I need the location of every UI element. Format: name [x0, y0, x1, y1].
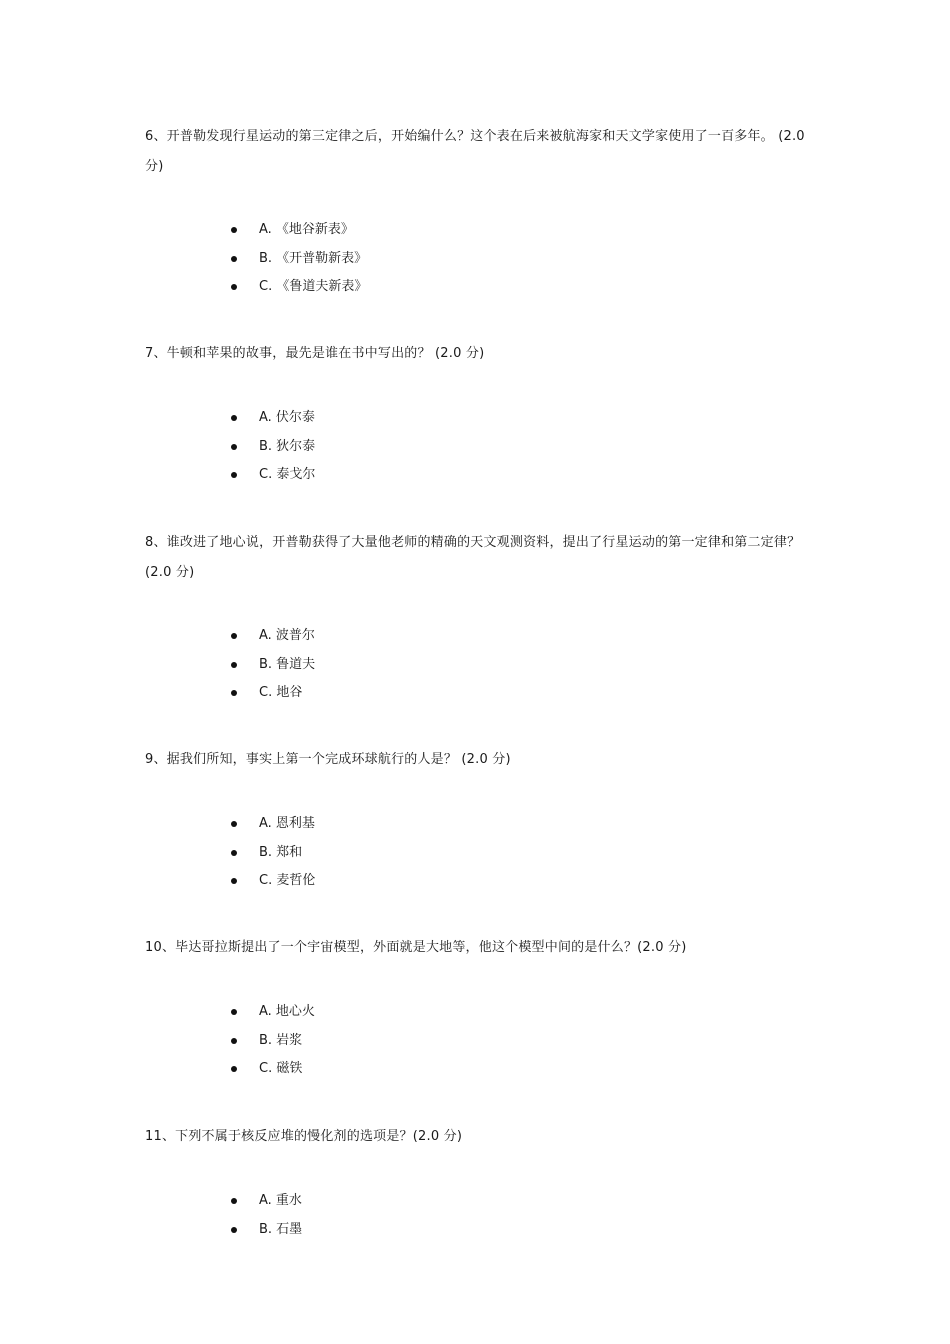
bullet-icon [231, 662, 237, 668]
option-c[interactable] [145, 867, 815, 896]
question-text: 10、毕达哥拉斯提出了一个宇宙模型，外面就是大地等，他这个模型中间的是什么？(2.0 分) [145, 940, 687, 955]
option-b[interactable] [145, 433, 815, 462]
question-text: 11、下列不属于核反应堆的慢化剂的选项是？(2.0 分) [145, 1129, 463, 1144]
question-10 [145, 933, 815, 1084]
option-label: A. 《地谷新表》 [259, 222, 354, 237]
option-a[interactable] [145, 998, 815, 1027]
bullet-icon [231, 821, 237, 827]
question-text: 7、牛顿和苹果的故事，最先是谁在书中写出的？ (2.0 分) [145, 346, 485, 361]
option-list [145, 216, 815, 302]
bullet-icon [231, 284, 237, 290]
question-8 [145, 528, 815, 708]
option-c[interactable] [145, 679, 815, 708]
bullet-icon [231, 878, 237, 884]
option-a[interactable] [145, 404, 815, 433]
bullet-icon [231, 1038, 237, 1044]
option-label: C. 泰戈尔 [259, 467, 316, 482]
question-6 [145, 122, 815, 302]
option-list [145, 1187, 815, 1244]
bullet-icon [231, 633, 237, 639]
bullet-icon [231, 1198, 237, 1204]
option-label: B. 狄尔泰 [259, 438, 316, 454]
bullet-icon [231, 1066, 237, 1072]
bullet-icon [231, 415, 237, 421]
option-c[interactable] [145, 461, 815, 490]
option-b[interactable] [145, 1216, 815, 1245]
bullet-icon [231, 1227, 237, 1233]
question-text: 8、谁改进了地心说，开普勒获得了大量他老师的精确的天文观测资料，提出了行星运动的第一定律和第二定律？ (2.0 分) [145, 535, 801, 580]
option-label: C. 《鲁道夫新表》 [259, 279, 368, 294]
option-b[interactable] [145, 839, 815, 868]
bullet-icon [231, 444, 237, 450]
bullet-icon [231, 1009, 237, 1015]
option-label: C. 地谷 [259, 685, 303, 700]
question-text: 9、据我们所知，事实上第一个完成环球航行的人是？ (2.0 分) [145, 752, 511, 767]
bullet-icon [231, 690, 237, 696]
question-text: 6、开普勒发现行星运动的第三定律之后，开始编什么？这个表在后来被航海家和天文学家使用了一百多年。 (2.0 分) [145, 129, 805, 174]
option-b[interactable] [145, 245, 815, 274]
option-label: B. 鲁道夫 [259, 656, 316, 672]
bullet-icon [231, 256, 237, 262]
option-list [145, 622, 815, 708]
bullet-icon [231, 850, 237, 856]
option-list [145, 998, 815, 1084]
option-a[interactable] [145, 1187, 815, 1216]
option-label: A. 重水 [259, 1193, 302, 1208]
option-list [145, 810, 815, 896]
option-label: A. 恩利基 [259, 816, 315, 831]
option-label: A. 地心火 [259, 1004, 315, 1019]
option-label: B. 郑和 [259, 844, 303, 860]
option-label: C. 麦哲伦 [259, 873, 316, 888]
option-b[interactable] [145, 1027, 815, 1056]
option-label: B. 《开普勒新表》 [259, 250, 368, 266]
option-b[interactable] [145, 651, 815, 680]
question-9 [145, 745, 815, 896]
option-label: A. 伏尔泰 [259, 410, 315, 425]
question-7 [145, 339, 815, 490]
option-label: A. 波普尔 [259, 628, 315, 643]
option-label: B. 岩浆 [259, 1032, 303, 1048]
bullet-icon [231, 227, 237, 233]
option-label: C. 磁铁 [259, 1061, 303, 1076]
option-list [145, 404, 815, 490]
bullet-icon [231, 472, 237, 478]
option-c[interactable] [145, 273, 815, 302]
question-11 [145, 1122, 815, 1244]
option-label: B. 石墨 [259, 1221, 303, 1237]
option-a[interactable] [145, 810, 815, 839]
option-a[interactable] [145, 216, 815, 245]
option-a[interactable] [145, 622, 815, 651]
option-c[interactable] [145, 1055, 815, 1084]
